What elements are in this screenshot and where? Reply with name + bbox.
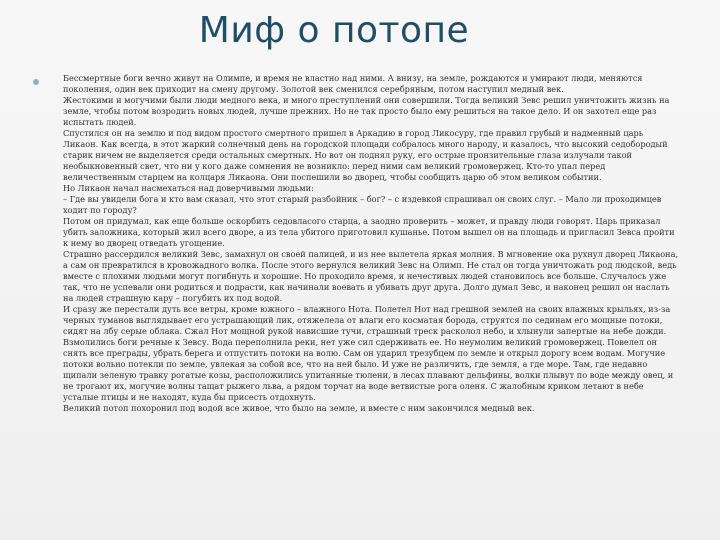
paragraph: И сразу же перестали дуть все ветры, кроме южного – влажного Нота. Полетел Нот над грешной землей на своих влажных крыльях, из-за черных туманов выглядывает его устрашающий лик, отяжелела от влаги его косматая борода, струятся по сединам его мощные потоки, сидят на лбу серые облака. Сжал Нот мощной рукой нависшие тучи, страшный треск расколол небо, и хлынули запертые на небе дожди. bbox=[63, 304, 671, 336]
paragraph: Но Ликаон начал насмехаться над доверчивыми людьми: bbox=[63, 183, 314, 193]
paragraph: – Где вы увидели бога и кто вам сказал, что этот старый разбойник – бог? – с издевкой спрашивал он своих слуг. – Мало ли проходимцев ходит по городу? bbox=[63, 194, 662, 215]
paragraph: Спустился он на землю и под видом простого смертного пришел в Аркадию в город Ликосуру, где правил грубый и надменный царь Ликаон. Как всегда, в этот жаркий солнечный день на городской площади собралось много народу, и казалось, что высокий седобородый старик ничем не выделяется среди остальных смертных. Но вот он поднял руку, его острые пронзительные глаза излучали такой необыкновенный свет, что ни у кого даже сомнения не возникло: перед ними сам великий громовержец. Кто-то упал перед величественным старцем на колцаря Ликаона. Они поспешили во дворец, чтобы сообщить царю об этом великом событии. bbox=[63, 128, 668, 182]
body-text bbox=[63, 73, 679, 414]
paragraph: Бессмертные боги вечно живут на Олимпе, и время не властно над ними. А внизу, на земле, рождаются и умирают люди, меняются поколения, один век приходит на смену другому. Золотой век сменился серебряным, потом наступил медный век. bbox=[63, 73, 643, 94]
bullet-icon bbox=[33, 79, 39, 85]
paragraph: Великий потоп похоронил под водой все живое, что было на земле, и вместе с ним закончился медный век. bbox=[63, 403, 535, 413]
paragraph: Взмолились боги речные к Зевсу. Вода переполнила реки, нет уже сил сдерживать ее. Но неумолим великий громовержец. Повелел он снять все преграды, убрать берега и отпустить потоки на волю. Сам он ударил трезубцем по земле и открыл дорогу всем водам. Могучие потоки вольно потекли по земле, увлекая за собой все, что на ней было. И уже не различить, где земля, а где море. Там, где недавно щипали зеленую травку рогатые козы, расположились упитанные тюлени, в лесах плавают дельфины, волки плывут по воде между овец, и не трогают их, могучие волны тащат рыжего льва, а рядом торчат на воде ветвистые рога оленя. С жалобным криком летают в небе усталые птицы и не находят, куда бы присесть отдохнуть. bbox=[63, 337, 674, 402]
paragraph: Страшно рассердился великий Зевс, замахнул он своей палицей, и из нее вылетела яркая молния. В мгновение ока рухнул дворец Ликаона, а сам он превратился в кровожадного волка. После этого вернулся великий Зевс на Олимп. Не стал он тогда уничтожать род людской, ведь вместе с плохими людьми могут погибнуть и хорошие. Но проходило время, и нечестивых людей становилось все больше. Случалось уже так, что не успевали они родиться и подрасти, как начинали воевать и убивать друг друга. Долго думал Зевс, и наконец решил он наслать на людей страшную кару – погубить их под водой. bbox=[63, 249, 679, 303]
paragraph: Потом он придумал, как еще больше оскорбить седовласого старца, а заодно проверить – может, и правду люди говорят. Царь приказал убить заложника, который жил всего дворе, а из тела убитого приготовил кушанье. Потом вышел он на площадь и пригласил Зевса пройти к нему во дворец отведать угощение. bbox=[63, 216, 675, 248]
paragraph: Жестокими и могучими были люди медного века, и много преступлений они совершили. Тогда великий Зевс решил уничтожить жизнь на земле, чтобы потом возродить новых людей, лучше прежних. Но не так просто было ему решиться на такое дело. И он захотел еще раз испытать людей. bbox=[63, 95, 670, 127]
page-title: Миф о потопе bbox=[198, 10, 470, 51]
